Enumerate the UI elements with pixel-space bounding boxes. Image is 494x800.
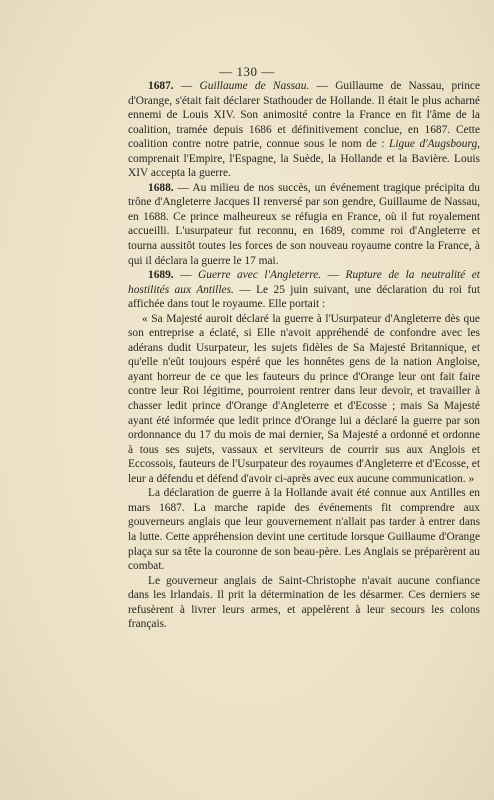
year-1689: 1689. — [148, 269, 174, 282]
heading-guerre-angleterre: Guerre avec l'Angleterre. — [198, 269, 322, 282]
year-1687: 1687. — [148, 80, 174, 92]
ligue-augsbourg: Ligue d'Augsbourg — [389, 138, 478, 151]
page-body — [128, 79, 480, 632]
heading-rupture-neutralite: Rupture de la neutralité et hostilités aux Antilles. — [128, 269, 480, 296]
heading-guillaume-de-nassau: Guillaume de Nassau. — [199, 80, 310, 92]
royal-declaration-quote: « Sa Majesté auroit déclaré la guerre à l'Usurpateur d'Angleterre dès que son entreprise a éclaté, si Elle n'avoit appréhendé de confondre avec les adérans dudit Usurpateur, les sujets fidèles de Sa Majesté Britannique, et qu'elle n'eût toujours espéré que les honnêtes gens de la nation Angloise, ayant horreur de ce que les fauteurs du prince d'Orange leur ont fait faire contre leur Roi légitime, pourroient rentrer dans leur devoir, et travailler à chasser ledit prince d'Orange d'Angleterre et d'Ecosse ; mais Sa Majesté ayant été informée que ledit prince d'Orange lui a déclaré la guerre par son ordonnance du 17 du mois de mai dernier, Sa Majesté a ordonné et ordonne à tous ses sujets, vassaux et serviteurs de courrir sus aux Anglois et Eccossois, fauteurs de l'Usurpateur des royaumes d'Angleterre et d'Ecosse, et leur a défendu et défend d'avoir ci-après avec eux aucune communication. » — [128, 312, 480, 485]
page-number: — 130 — — [219, 64, 275, 79]
year-1688: 1688. — [148, 181, 174, 194]
paragraph-declaration-hollande: La déclaration de guerre à la Hollande avait été connue aux Antilles en mars 1687. La marche rapide des événements fit comprendre aux gouverneurs anglais que leur gouvernement n'allait pas tarder à entrer dans la lutte. Cette appréhension devint une certitude lorsque Guillaume d'Orange plaça sur sa tête la couronne de son beau-père. Les Anglais se préparèrent au combat. — [128, 487, 480, 573]
paragraph-1687: 1687. — Guillaume de Nassau. — Guillaume de Nassau, prince d'Orange, s'était fait déclarer Stathouder de Hollande. Il était le plus acharné ennemi de Louis XIV. Son animosité contre la France en fit l'âme de la coalition, tramée depuis 1686 et définitivement conclue, en 1687. Cette coalition contre notre patrie, connue sous le nom de : Ligue d'Augsbourg, comprenait l'Empire, l'Espagne, la Suède, la Hollande et la Bavière. Louis XIV accepta la guerre. — [128, 80, 481, 180]
paragraph-gouverneur: Le gouverneur anglais de Saint-Christophe n'avait aucune confiance dans les Irlandais. Il prit la détermination de les désarmer. Ces derniers se refusèrent à livrer leurs armes, et appelèrent à leur secours les colons français. — [128, 574, 480, 631]
paragraph-1688: 1688. — Au milieu de nos succès, un événement tragique précipita du trône d'Angleterre Jacques II renversé par son gendre, Guillaume de Nassau, en 1688. Ce prince malheureux se réfugia en France, où il fut royalement accueilli. L'usurpateur fut reconnu, en 1689, comme roi d'Angleterre et tourna aussitôt toutes les forces de son nouveau royaume contre la France, à qui il déclara la guerre le 17 mai. — [128, 181, 480, 267]
paragraph-1689: 1689. — Guerre avec l'Angleterre. — Rupture de la neutralité et hostilités aux Antilles. — Le 25 juin suivant, une déclaration du roi fut affichée dans tout le royaume. Elle portait : — [128, 269, 480, 311]
